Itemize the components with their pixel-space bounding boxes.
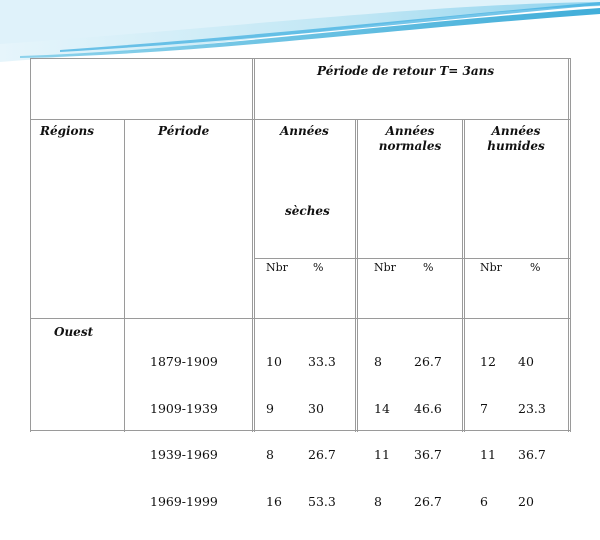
normales-pct-value: 36.7 bbox=[414, 447, 442, 462]
humides-pct-value: 40 bbox=[518, 354, 534, 369]
table-rule bbox=[357, 119, 358, 432]
period-value: 1969-1999 bbox=[150, 493, 218, 509]
normales-nbr-value: 8 bbox=[374, 493, 382, 509]
table-rule bbox=[30, 119, 570, 120]
seches-nbr-column bbox=[266, 323, 282, 540]
period-value: 1879-1909 bbox=[150, 354, 218, 369]
normales-nbr-column bbox=[374, 323, 390, 540]
header-humides-line1: Années bbox=[491, 124, 541, 138]
table-rule bbox=[30, 58, 570, 59]
header-seches-line2: sèches bbox=[285, 204, 330, 218]
header-seches-line1: Années bbox=[280, 124, 329, 138]
normales-nbr-value: 14 bbox=[374, 400, 390, 416]
header-periode: Période bbox=[158, 124, 210, 138]
seches-pct-value: 33.3 bbox=[308, 354, 336, 369]
table-rule bbox=[254, 58, 255, 432]
period-value: 1939-1969 bbox=[150, 447, 218, 462]
normales-pct-value: 26.7 bbox=[414, 354, 442, 369]
seches-pct-value: 26.7 bbox=[308, 447, 336, 462]
table-rule bbox=[355, 119, 356, 432]
normales-nbr-value: 8 bbox=[374, 354, 382, 369]
normales-pct-value: 26.7 bbox=[414, 493, 442, 509]
period-value: 1909-1939 bbox=[150, 400, 218, 416]
table-rule bbox=[464, 119, 465, 432]
seches-nbr-value: 8 bbox=[266, 447, 274, 462]
humides-pct-value: 20 bbox=[518, 493, 534, 509]
table-rule bbox=[252, 58, 253, 432]
humides-nbr-value: 12 bbox=[480, 354, 496, 369]
seches-nbr-value: 16 bbox=[266, 493, 282, 509]
region-label: Ouest bbox=[54, 325, 94, 339]
subheader-pct-seches: % bbox=[313, 261, 324, 274]
seches-nbr-value: 9 bbox=[266, 400, 274, 416]
header-normales-line1: Années bbox=[385, 124, 435, 138]
table-rule bbox=[124, 119, 125, 432]
subheader-pct-humides: % bbox=[530, 261, 541, 274]
subheader-nbr-humides: Nbr bbox=[480, 261, 502, 274]
humides-nbr-column bbox=[480, 323, 496, 540]
return-period-table bbox=[30, 58, 570, 509]
header-regions: Régions bbox=[40, 124, 95, 138]
table-rule bbox=[568, 58, 569, 432]
subheader-nbr-normales: Nbr bbox=[374, 261, 396, 274]
humides-nbr-value: 6 bbox=[480, 493, 488, 509]
seches-pct-value: 53.3 bbox=[308, 493, 336, 509]
normales-pct-column bbox=[414, 323, 442, 540]
table-rule bbox=[254, 258, 570, 259]
header-normales-line2: normales bbox=[378, 139, 442, 153]
table-rule bbox=[462, 119, 463, 432]
seches-nbr-value: 10 bbox=[266, 354, 282, 369]
table-rule bbox=[30, 58, 31, 432]
humides-nbr-value: 11 bbox=[480, 447, 496, 462]
table-title: Période de retour T= 3ans bbox=[317, 64, 495, 78]
humides-nbr-value: 7 bbox=[480, 400, 488, 416]
humides-pct-column bbox=[518, 323, 546, 540]
normales-nbr-value: 11 bbox=[374, 447, 390, 462]
subheader-nbr-seches: Nbr bbox=[266, 261, 288, 274]
normales-pct-value: 46.6 bbox=[414, 400, 442, 416]
seches-pct-column bbox=[308, 323, 336, 540]
seches-pct-value: 30 bbox=[308, 400, 324, 416]
subheader-pct-normales: % bbox=[423, 261, 434, 274]
humides-pct-value: 23.3 bbox=[518, 400, 546, 416]
table-rule bbox=[30, 318, 570, 319]
periods-column bbox=[150, 323, 218, 540]
header-humides-line2: humides bbox=[487, 139, 545, 153]
table-rule bbox=[570, 58, 571, 432]
humides-pct-value: 36.7 bbox=[518, 447, 546, 462]
